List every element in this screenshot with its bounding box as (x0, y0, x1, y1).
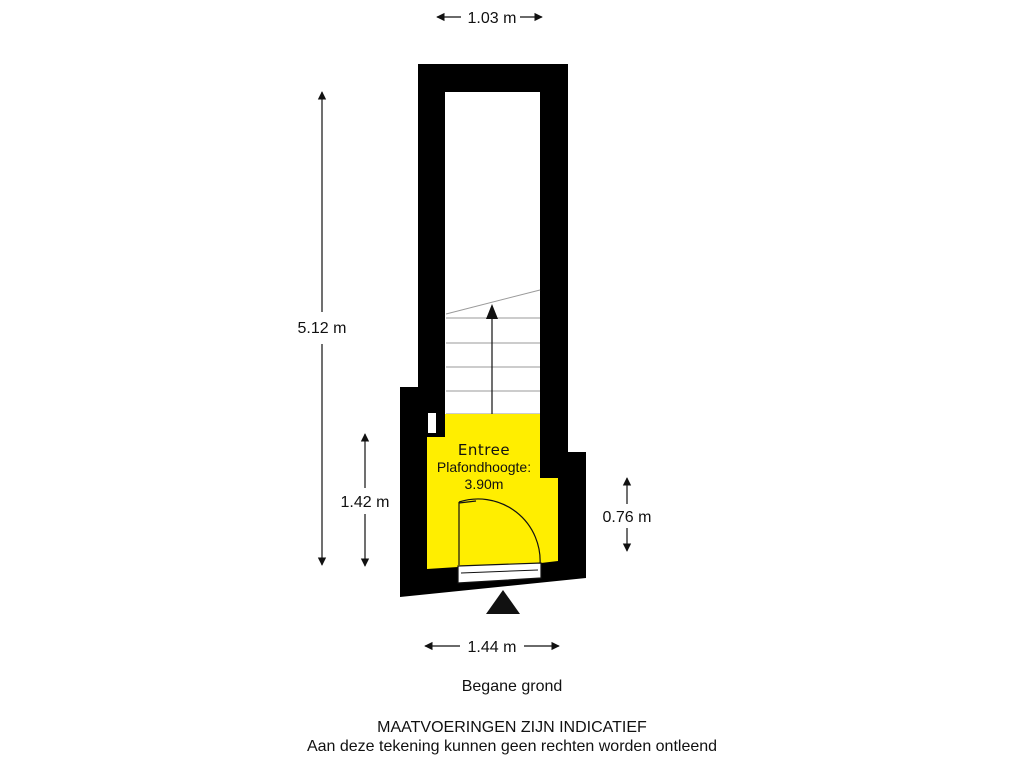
dim-bottom-width (425, 639, 559, 656)
disclaimer-line-2: Aan deze tekening kunnen geen rechten worden ontleend (306, 738, 718, 755)
room-name: Entree (457, 441, 511, 459)
column-notch (427, 412, 437, 434)
disclaimer-line-1: MAATVOERINGEN ZIJN INDICATIEF (377, 719, 647, 736)
dim-right-height (603, 478, 652, 551)
dim-left-height (298, 92, 347, 565)
floor-name: Begane grond (461, 678, 563, 695)
dim-top-width-label: 1.03 m (467, 10, 517, 27)
triangle-up-icon (486, 590, 520, 614)
dim-left-height-label: 5.12 m (297, 320, 347, 337)
ceiling-value: 3.90m (464, 476, 504, 492)
dim-entry-height-label: 1.42 m (340, 494, 390, 511)
dim-bottom-width-label: 1.44 m (467, 639, 517, 656)
dim-right-height-label: 0.76 m (602, 509, 652, 526)
dim-entry-height (341, 434, 390, 566)
dim-top-width (437, 10, 542, 27)
ceiling-label: Plafondhoogte: (436, 459, 532, 475)
